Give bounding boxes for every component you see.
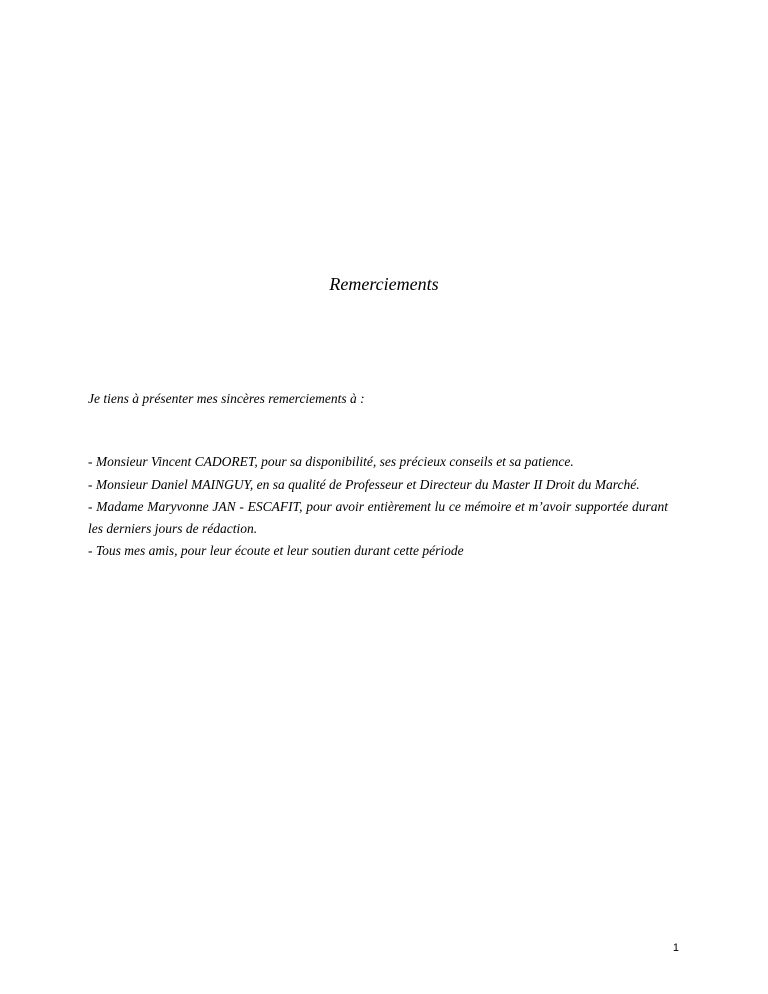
acknowledgement-item-friends: - Tous mes amis, pour leur écoute et leur soutien durant cette période xyxy=(88,543,464,558)
page-title: Remerciements xyxy=(329,274,439,294)
acknowledgement-list xyxy=(88,451,668,563)
intro-text: Je tiens à présenter mes sincères remerciements à : xyxy=(88,391,365,406)
page-number: 1 xyxy=(672,942,679,954)
acknowledgement-item-cadoret: - Monsieur Vincent CADORET, pour sa disponibilité, ses précieux conseils et sa patience. xyxy=(88,454,574,469)
acknowledgement-item-jan-escafit: - Madame Maryvonne JAN - ESCAFIT, pour avoir entièrement lu ce mémoire et m’avoir supportée durant les derniers jours de rédaction. xyxy=(88,499,668,536)
acknowledgement-item-mainguy: - Monsieur Daniel MAINGUY, en sa qualité de Professeur et Directeur du Master II Droit du Marché. xyxy=(88,476,640,492)
